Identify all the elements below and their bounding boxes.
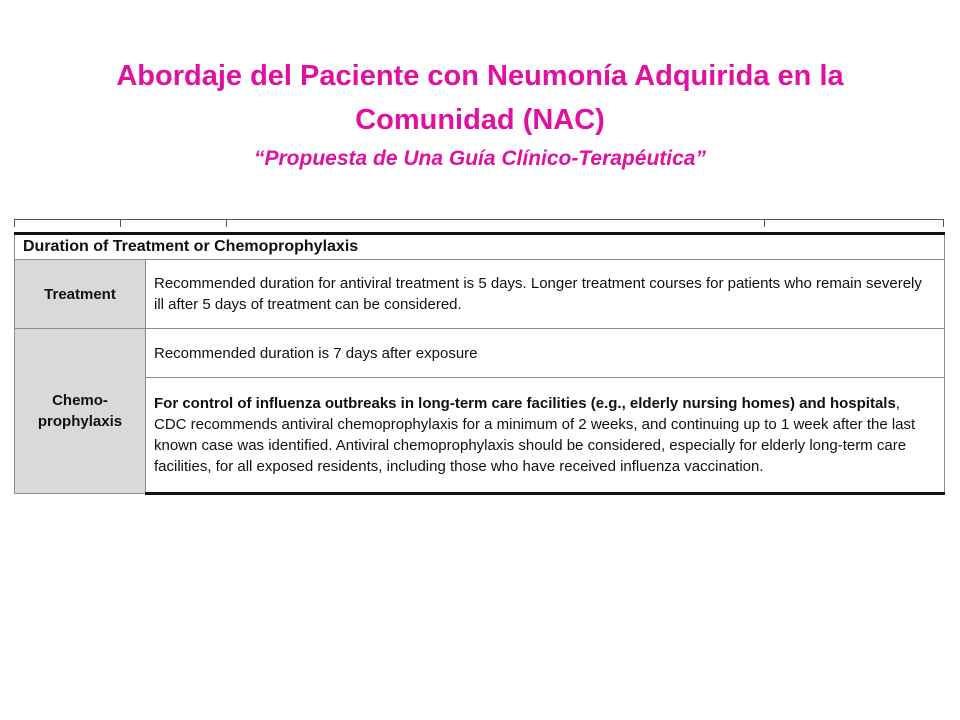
table-row xyxy=(15,378,945,494)
table-heading: Duration of Treatment or Chemoprophylaxis xyxy=(15,234,945,260)
row-text-chemo-duration: Recommended duration is 7 days after exposure xyxy=(146,329,945,378)
label-line: prophylaxis xyxy=(37,413,123,430)
row-text-treatment: Recommended duration for antiviral treatment is 5 days. Longer treatment courses for patients who remain severely ill after 5 days of treatment can be considered. xyxy=(146,260,945,329)
slide-title: Abordaje del Paciente con Neumonía Adquirida en la Comunidad (NAC) xyxy=(116,60,844,136)
outbreak-bold-text: For control of influenza outbreaks in long-term care facilities (e.g., elderly nursing homes) and hospitals xyxy=(154,395,896,412)
rule-tick xyxy=(120,220,121,227)
table-heading-row xyxy=(15,234,945,260)
table-row xyxy=(15,329,945,378)
table-row xyxy=(15,260,945,329)
rule-tick xyxy=(943,220,944,227)
duration-table xyxy=(14,232,945,495)
slide-subtitle: “Propuesta de Una Guía Clínico-Terapéutica” xyxy=(254,147,706,170)
table-top-rule xyxy=(14,219,944,227)
row-text-chemo-outbreak xyxy=(146,378,945,494)
outbreak-rest-text: , CDC recommends antiviral chemoprophylaxis for a minimum of 2 weeks, and continuing up to 1 week after the last known case was identified. Antiviral chemoprophylaxis should be considered, especially for elderly long-term care facilities, for all exposed residents, including those who have received influenza vaccination. xyxy=(154,395,916,475)
rule-tick xyxy=(764,220,765,227)
row-label-chemoprophylaxis xyxy=(15,329,146,494)
row-label-treatment: Treatment xyxy=(15,260,146,329)
rule-tick xyxy=(226,220,227,227)
rule-tick xyxy=(14,220,15,227)
label-line: Chemo- xyxy=(52,392,108,409)
